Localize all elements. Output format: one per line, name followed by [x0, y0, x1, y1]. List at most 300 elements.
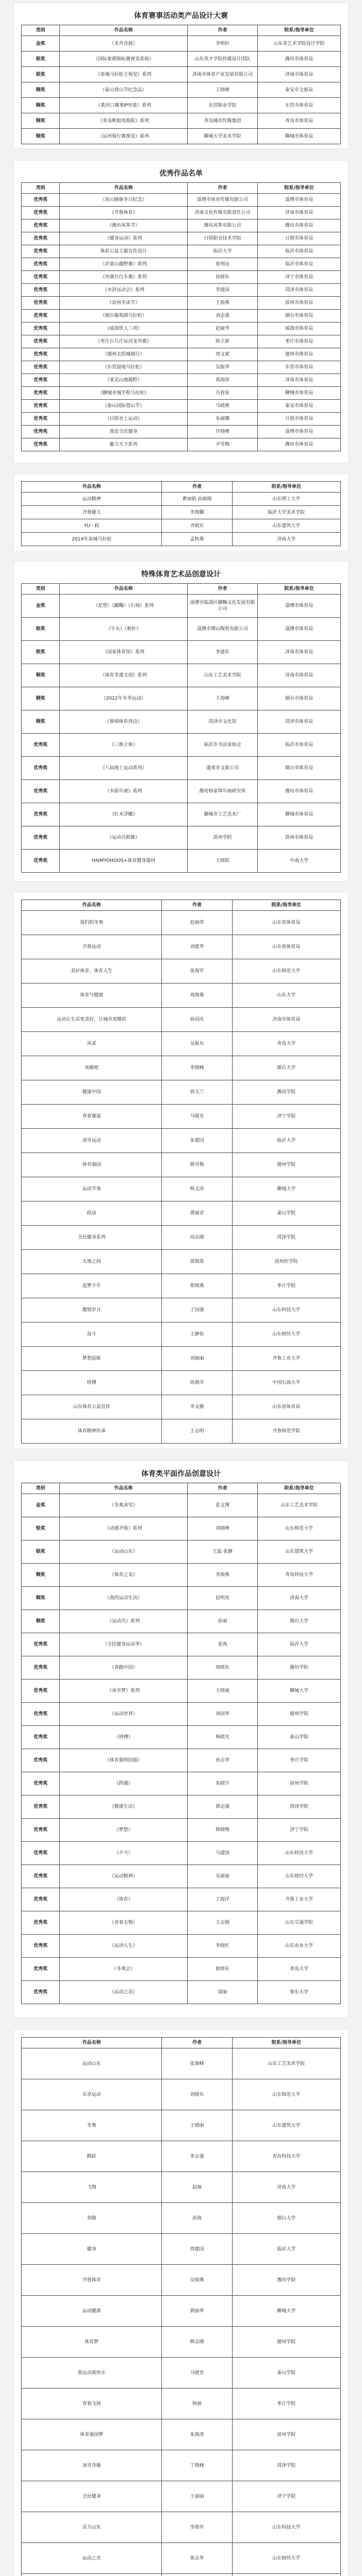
table-cell: 韩晓梅	[187, 1819, 257, 1842]
table-cell: 济南文化传媒有限责任公司	[187, 207, 257, 219]
table-cell: 孙志华	[187, 1749, 257, 1772]
table-cell: 银奖	[22, 1540, 60, 1564]
table-cell: 《齐鲁体育》	[60, 207, 188, 219]
table-cell: 日照市体育局	[258, 413, 341, 426]
table-cell: 银奖	[22, 1517, 60, 1540]
result-sheet	[14, 1461, 348, 2018]
table-row	[22, 1105, 341, 1129]
table-cell: 王海燕	[187, 297, 257, 310]
table-cell: 泰山学院	[258, 1726, 341, 1749]
table-row	[22, 2327, 341, 2358]
column-header: 院系/指导单位	[232, 2038, 340, 2048]
table-cell: 优秀奖	[22, 1656, 60, 1680]
column-header: 类别	[22, 584, 60, 595]
table-row	[22, 1395, 341, 1419]
table-cell: 李晓峰	[162, 1056, 232, 1080]
table-cell: 《潍坊风筝节》	[60, 219, 188, 232]
table-cell: 奔跑	[22, 2203, 162, 2234]
table-row	[22, 803, 341, 826]
table-cell: 周海燕	[162, 984, 232, 1008]
table-cell: 王静怡	[162, 1323, 232, 1347]
table-cell: 铜奖	[22, 82, 60, 98]
column-header: 作品名称	[60, 1483, 188, 1494]
table-cell: 刘晓东	[162, 2079, 232, 2110]
table-cell: 东营市体育局	[258, 361, 341, 374]
table-cell: 青春飞扬	[22, 2388, 162, 2419]
table-cell: 滨州医学院	[232, 1250, 340, 1274]
table-cell: 张海军	[162, 959, 232, 984]
table-cell: 优秀奖	[22, 1795, 60, 1819]
column-header: 作者	[162, 900, 232, 911]
table-row	[22, 2110, 341, 2141]
column-header: 类别	[22, 183, 60, 194]
sheet-title: 特殊体育艺术品创意设计	[141, 570, 221, 579]
table-cell: 《泉城马拉松主视觉》系列	[60, 67, 188, 82]
table-row	[22, 1703, 341, 1726]
table-row	[22, 1517, 341, 1540]
table-row	[22, 1981, 341, 2004]
table-cell: 马建国	[187, 1842, 257, 1865]
table-cell: 马晓光	[162, 1105, 232, 1129]
table-cell: 《健身运动》系列	[60, 232, 188, 245]
table-cell: 王海峰	[187, 687, 257, 710]
table-cell: 山东建筑大学	[258, 1540, 341, 1564]
sheet-title: 优秀作品名单	[159, 170, 203, 178]
table-cell: 《运动精神》	[60, 1865, 188, 1888]
table-cell: 崔晓东	[187, 1958, 257, 1981]
table-cell: 《冬奥冰雪》	[60, 1494, 188, 1517]
table-cell: 赵丽	[162, 2172, 232, 2203]
table-cell: 山东财经大学	[258, 1865, 341, 1888]
result-sheet	[14, 562, 348, 881]
table-cell: 体育强国	[22, 1153, 162, 1177]
table-row	[22, 1129, 341, 1153]
table-cell: 泰安市体育局	[258, 400, 341, 413]
table-cell: 孙丽	[187, 1610, 257, 1633]
table-cell: 《运河骑行赛视觉》系列	[60, 129, 188, 144]
table-row	[22, 323, 341, 335]
table-cell: 潍坊市体育局	[258, 780, 341, 803]
table-cell: 拼搏	[22, 1371, 162, 1395]
result-table	[21, 900, 341, 1444]
table-cell: 《牛头》《相扑》	[60, 618, 188, 641]
result-sheet	[14, 2030, 348, 2576]
table-cell: 李建国	[187, 284, 257, 297]
table-cell: 淄博市体育局	[258, 618, 341, 641]
table-cell: 淄博市体育局	[258, 426, 341, 438]
table-cell: 优秀奖	[22, 219, 60, 232]
table-cell: 许晓峰	[187, 426, 257, 438]
table-row	[22, 2296, 341, 2327]
table-cell: 潍坊杨家埠年画研究所	[187, 780, 257, 803]
table-cell: 滨州市体育局	[258, 297, 341, 310]
table-cell: 山东科技大学	[258, 1842, 341, 1865]
table-row	[22, 911, 341, 935]
table-cell: 山东工艺美术学院	[232, 2048, 340, 2079]
table-cell: 青岛大学	[258, 1958, 341, 1981]
table-cell: 泰安市文旅局	[258, 82, 341, 98]
table-cell: 优秀奖	[22, 1935, 60, 1958]
table-cell: 山东省体育局	[232, 935, 340, 959]
table-cell: 铜奖	[22, 129, 60, 144]
table-cell: 《鲁锦体育周边》	[60, 710, 188, 734]
table-cell: 邵丽	[187, 1981, 257, 2004]
table-cell: 优秀奖	[22, 734, 60, 757]
table-cell: 飞翔	[22, 2172, 162, 2203]
table-cell: 烟台大学	[232, 2203, 340, 2234]
table-cell: 赵明亮	[187, 1587, 257, 1610]
table-cell: 李文静	[162, 1395, 232, 1419]
table-row	[22, 1153, 341, 1177]
table-cell: 优秀奖	[22, 1888, 60, 1911]
table-cell: 山东理工大学	[232, 493, 340, 506]
table-cell: 优秀奖	[22, 1958, 60, 1981]
table-cell: 丁海洋	[187, 1888, 257, 1911]
table-cell: 朱海涛	[162, 2419, 232, 2450]
table-cell: 山东大学	[232, 984, 340, 1008]
table-cell: 金奖	[22, 595, 60, 618]
table-cell: 郑海涛	[187, 374, 257, 387]
table-row	[22, 1842, 341, 1865]
table-row	[22, 1298, 341, 1323]
table-row	[22, 1888, 341, 1911]
table-cell: 王丽丽	[162, 2481, 232, 2512]
table-cell: 《全民健身运动季》	[60, 1633, 188, 1656]
table-cell: 张海	[187, 1633, 257, 1656]
table-row	[22, 1323, 341, 1347]
table-cell: 《运动世界》	[60, 1703, 188, 1726]
table-cell: 激情岁月	[22, 1298, 162, 1323]
table-cell: 山东工艺美术学院	[187, 664, 257, 687]
table-row	[22, 1564, 341, 1587]
table-cell: 王晓阳	[187, 850, 257, 873]
table-cell: 优秀奖	[22, 245, 60, 258]
table-row	[22, 348, 341, 361]
table-cell: 《运动员》系列	[60, 1610, 188, 1633]
table-cell: 滨州市体育局	[258, 826, 341, 850]
table-row	[22, 284, 341, 297]
column-header: 作者	[187, 584, 257, 595]
table-cell: 山东师范大学	[258, 1517, 341, 1540]
column-header: 类别	[22, 1483, 60, 1494]
table-cell: 济宁学院	[258, 1819, 341, 1842]
column-header: 院系/指导单位	[258, 25, 341, 36]
table-row	[22, 1274, 341, 1298]
table-cell: 李海鹏	[162, 506, 232, 519]
table-row	[22, 1819, 341, 1842]
table-cell: 《沂蒙山越野赛》系列	[60, 258, 188, 271]
table-cell: 《奔跑中国》	[60, 1656, 188, 1680]
column-header: 院系/指导单位	[232, 900, 340, 911]
table-row	[22, 1032, 341, 1056]
table-cell: 潍坊学院	[232, 1080, 340, 1105]
table-cell: 济南大学	[232, 2172, 340, 2203]
table-cell: YU · 跃	[22, 519, 162, 533]
table-cell: 德州学院	[258, 1703, 341, 1726]
table-cell: 优秀奖	[22, 387, 60, 400]
table-row	[22, 1080, 341, 1105]
table-cell: 日照职业技术学院	[187, 232, 257, 245]
table-cell: 朱晓宇	[187, 1772, 257, 1795]
table-row	[22, 361, 341, 374]
table-cell: 齐鲁体育	[22, 2265, 162, 2296]
table-cell: 东营市体育局	[258, 98, 341, 113]
table-cell: 烟台市体育局	[258, 757, 341, 780]
table-cell: 济宁学院	[232, 1105, 340, 1129]
table-cell: 聊城大学	[232, 2296, 340, 2327]
table-cell: 山东工艺美术学院	[258, 1494, 341, 1517]
table-cell: 曹丽娟 孙晓刚	[162, 493, 232, 506]
table-cell: 山东省体育局	[232, 1395, 340, 1419]
table-cell: 《梦想》	[60, 1819, 188, 1842]
table-cell: 银奖	[22, 641, 60, 664]
table-row	[22, 438, 341, 451]
table-row	[22, 1056, 341, 1080]
table-cell: 济南市体育局	[258, 641, 341, 664]
table-cell: 优秀奖	[22, 1865, 60, 1888]
table-cell: 优秀奖	[22, 1772, 60, 1795]
table-row	[22, 1680, 341, 1703]
table-cell: 铜奖	[22, 710, 60, 734]
result-table	[21, 481, 341, 546]
table-cell: 王志明	[162, 1419, 232, 1444]
table-row	[22, 1008, 341, 1032]
table-cell	[22, 2574, 162, 2576]
table-row	[22, 1587, 341, 1610]
table-cell: 《龙舟竞渡》	[60, 36, 188, 52]
table-cell: 赵丽华	[187, 323, 257, 335]
table-row	[22, 2172, 341, 2203]
table-row	[22, 850, 341, 873]
table-row	[22, 1540, 341, 1564]
table-cell: HAIMYOHOOS+体育健身器材	[60, 850, 188, 873]
table-row	[22, 2203, 341, 2234]
table-cell: 优秀奖	[22, 1749, 60, 1772]
table-cell: 潍坊市体育局	[258, 438, 341, 451]
table-cell: 济南大学	[258, 1587, 341, 1610]
column-header: 院系/指导单位	[258, 584, 341, 595]
table-cell: 优秀奖	[22, 258, 60, 271]
table-cell: 优秀奖	[22, 438, 60, 451]
table-row	[22, 2574, 341, 2576]
table-cell: 刘晓峰	[187, 1517, 257, 1540]
table-cell: 刘国华	[187, 1703, 257, 1726]
table-row	[22, 595, 341, 618]
table-cell: 《运动人生》	[60, 1935, 188, 1958]
table-cell: 铜奖	[22, 1564, 60, 1587]
table-cell: 《滨州冬泳节》	[60, 297, 188, 310]
table-row	[22, 374, 341, 387]
table-row	[22, 618, 341, 641]
table-row	[22, 271, 341, 284]
table-cell: 李志强	[162, 2141, 232, 2172]
column-header: 院系/指导单位	[258, 1483, 341, 1494]
table-cell: 《2022年冬季运动》	[60, 687, 188, 710]
table-cell: 梦想起航	[22, 1347, 162, 1371]
table-cell: 潍坊市体育局	[258, 52, 341, 67]
table-cell: 济南市体育产业发展有限公司	[187, 67, 257, 82]
table-row	[22, 935, 341, 959]
table-row	[22, 245, 341, 258]
table-cell: 铜奖	[22, 1610, 60, 1633]
table-cell: 追梦少年	[22, 1274, 162, 1298]
table-row	[22, 258, 341, 271]
table-row	[22, 826, 341, 850]
table-cell: 王志刚	[187, 1911, 257, 1935]
table-cell: 山东建筑大学	[232, 519, 340, 533]
table-cell: 全民健身	[22, 2481, 162, 2512]
table-cell: 优秀奖	[22, 803, 60, 826]
table-cell: 德州学院	[232, 2327, 340, 2358]
table-cell: 济南市体育局	[258, 374, 341, 387]
table-cell: 孙海洋	[162, 1371, 232, 1395]
table-cell: 青春赛道	[22, 1105, 162, 1129]
table-cell: 优秀奖	[22, 1633, 60, 1656]
table-cell: 我们的冬奥	[22, 911, 162, 935]
table-row	[22, 533, 341, 546]
table-cell: 优秀奖	[22, 297, 60, 310]
table-cell: 菏泽市体育局	[258, 710, 341, 734]
table-cell: 奔跑吧	[22, 1056, 162, 1080]
table-row	[22, 2388, 341, 2419]
table-row	[22, 1911, 341, 1935]
table-cell: 《烟台葡萄酒马拉松》	[60, 310, 188, 323]
table-cell: 山东科技大学	[232, 2512, 340, 2543]
table-cell: 《环湖自行车赛》系列	[60, 271, 188, 284]
table-cell: 蓬莱市文旅公司	[187, 757, 257, 780]
table-row	[22, 129, 341, 144]
table-cell: 《聊城水城半程马拉松》	[60, 387, 188, 400]
table-row	[22, 664, 341, 687]
table-cell: 崔志华	[162, 2543, 232, 2574]
table-cell: 《日照水上运动》	[60, 413, 188, 426]
table-cell: 《体育》	[60, 1888, 188, 1911]
table-cell: 优秀奖	[22, 232, 60, 245]
table-cell: 刘建华	[162, 935, 232, 959]
table-cell: 《莱芜山地越野》	[60, 374, 188, 387]
table-cell: 郭丽华	[162, 2296, 232, 2327]
table-cell: 《青岛帆船周海报》系列	[60, 113, 188, 129]
sheet-title: 体育类平面作品创意设计	[141, 1470, 221, 1478]
table-cell: 银奖	[22, 67, 60, 82]
table-cell: 山东师范大学	[232, 2079, 340, 2110]
table-cell: 邵海波	[162, 1250, 232, 1274]
table-row	[22, 780, 341, 803]
table-cell: 体育与健康	[22, 984, 162, 1008]
table-row	[22, 2450, 341, 2481]
table-cell: 全民健身系列	[22, 1226, 162, 1250]
table-cell: 青岛大学	[232, 1032, 340, 1056]
table-cell: 铜奖	[22, 98, 60, 113]
table-cell: 优秀奖	[22, 1680, 60, 1703]
table-cell: 李明轩	[187, 36, 257, 52]
table-cell: 优秀奖	[22, 194, 60, 207]
table-cell: 《东营湿地马拉松》	[60, 361, 188, 374]
result-sheet	[14, 474, 348, 551]
table-cell: 张文博	[187, 1494, 257, 1517]
table-cell: 烟台市体育局	[258, 310, 341, 323]
table-cell: 优秀奖	[22, 1981, 60, 2004]
table-row	[22, 2141, 341, 2172]
table-cell: 风采	[22, 1032, 162, 1056]
table-cell: 济南市体育局	[258, 67, 341, 82]
table-cell: 山东建筑大学	[232, 2110, 340, 2141]
table-cell: 孙晓东	[187, 271, 257, 284]
table-cell: 李建东	[187, 641, 257, 664]
table-row	[22, 1226, 341, 1250]
table-row	[22, 1201, 341, 1226]
table-cell: 《体育非遗文创》系列	[60, 664, 188, 687]
table-cell: 《水浒运动会》系列	[60, 284, 188, 297]
result-table	[21, 2037, 341, 2576]
table-row	[22, 52, 341, 67]
table-cell: 李晓红	[187, 1935, 257, 1958]
table-cell: 丁晓峰	[162, 2450, 232, 2481]
table-cell: 青岛城市传媒集团	[187, 113, 257, 129]
column-header: 作品名称	[22, 482, 162, 493]
table-cell: 《国家体育馆》系列	[60, 641, 188, 664]
table-row	[22, 335, 341, 348]
table-row	[22, 1656, 341, 1680]
column-header: 作品名称	[60, 584, 188, 595]
table-cell: 菏泽学院	[232, 1226, 340, 1250]
table-cell: 郭玉兰	[162, 1080, 232, 1105]
table-cell: 《冰雪梦》系列	[60, 1680, 188, 1703]
table-cell: 杨文涛	[162, 1177, 232, 1201]
table-cell: 体育强国梦	[22, 2419, 162, 2450]
table-cell	[162, 2574, 232, 2576]
table-cell: 枣庄学院	[232, 1274, 340, 1298]
table-row	[22, 98, 341, 113]
table-row	[22, 2481, 341, 2512]
table-cell: 我是全民健身	[60, 426, 188, 438]
table-cell: 临沂大学	[187, 245, 257, 258]
table-cell: 枣庄市体育局	[258, 335, 341, 348]
table-cell: 青岛科技大学	[232, 2141, 340, 2172]
column-header: 作者	[187, 1483, 257, 1494]
table-cell: 田志刚	[162, 1226, 232, 1250]
table-cell: 我运动我快乐	[22, 2358, 162, 2388]
table-cell: 马晓光	[162, 2358, 232, 2388]
table-cell: 马晓燕	[187, 400, 257, 413]
table-cell: 东营职业学院	[187, 98, 257, 113]
table-cell: 菏泽市文化馆	[187, 710, 257, 734]
table-cell: 《德州太阳城骑行》	[60, 348, 188, 361]
table-cell: 临沂大学	[232, 1129, 340, 1153]
table-cell: 《拼搏》	[60, 1726, 188, 1749]
table-row	[22, 400, 341, 413]
table-cell: 优秀奖	[22, 780, 60, 803]
table-cell: 烟台大学	[232, 1056, 340, 1080]
table-cell: 淄博市体育传媒有限公司	[187, 194, 257, 207]
table-cell: 天地之间	[22, 1250, 162, 1274]
table-row	[22, 232, 341, 245]
table-row	[22, 687, 341, 710]
table-cell: 优秀奖	[22, 271, 60, 284]
table-cell: 《冬奥会》	[60, 1958, 188, 1981]
table-cell: 临沂大学美术学院	[232, 506, 340, 519]
table-cell: 《泥塑》《蹴鞠》《石刻》系列	[60, 595, 188, 618]
table-cell	[232, 2574, 340, 2576]
table-cell: 2019年泉城马拉松	[22, 533, 162, 546]
table-row	[22, 207, 341, 219]
sheet-title: 体育赛事活动类产品设计大赛	[134, 12, 228, 20]
table-cell: 济宁学院	[232, 2481, 340, 2512]
table-cell: 周晓东	[187, 1656, 257, 1680]
table-cell: 优秀奖	[22, 361, 60, 374]
column-header: 类别	[22, 25, 60, 36]
table-cell: 优秀奖	[22, 310, 60, 323]
